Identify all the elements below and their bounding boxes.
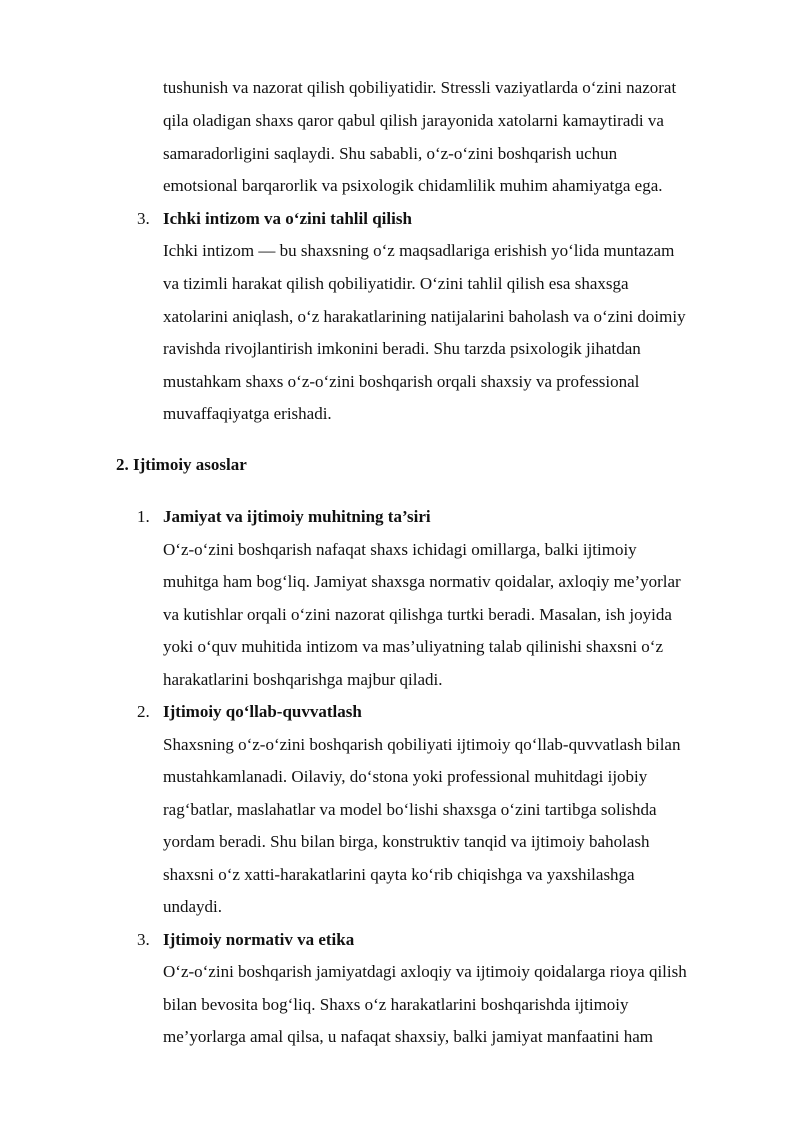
paragraph-line: samaradorligini saqlaydi. Shu sababli, o‘z-o‘zini boshqarish uchun	[163, 144, 618, 163]
paragraph-line: undaydi.	[163, 897, 223, 916]
list-item-title: Ijtimoiy qo‘llab-quvvatlash	[163, 702, 362, 721]
paragraph-line: qila oladigan shaxs qaror qabul qilish jarayonida xatolarni kamaytiradi va	[163, 111, 664, 130]
paragraph-line: O‘z-o‘zini boshqarish jamiyatdagi axloqiy va ijtimoiy qoidalarga rioya qilish	[163, 962, 687, 981]
paragraph-line: mustahkam shaxs o‘z-o‘zini boshqarish orqali shaxsiy va professional	[163, 372, 640, 391]
paragraph-line: me’yorlarga amal qilsa, u nafaqat shaxsiy, balki jamiyat manfaatini ham	[163, 1027, 654, 1046]
paragraph-line: xatolarini aniqlash, o‘z harakatlarining natijalarini baholash va o‘zini doimiy	[163, 307, 686, 326]
paragraph-line: O‘z-o‘zini boshqarish nafaqat shaxs ichidagi omillarga, balki ijtimoiy	[163, 540, 637, 559]
list-item-title: Ichki intizom va o‘zini tahlil qilish	[163, 209, 412, 228]
list-number: 1.	[137, 507, 150, 526]
paragraph-line: muvaffaqiyatga erishadi.	[163, 404, 332, 423]
paragraph-line: va kutishlar orqali o‘zini nazorat qilishga turtki beradi. Masalan, ish joyida	[163, 605, 672, 624]
paragraph-line: ravishda rivojlantirish imkonini beradi. Shu tarzda psixologik jihatdan	[163, 339, 641, 358]
paragraph-line: rag‘batlar, maslahatlar va model bo‘lishi shaxsga o‘zini tartibga solishda	[163, 800, 657, 819]
paragraph-line: emotsional barqarorlik va psixologik chidamlilik muhim ahamiyatga ega.	[163, 176, 663, 195]
list-item-title: Ijtimoiy normativ va etika	[163, 930, 355, 949]
paragraph-line: mustahkamlanadi. Oilaviy, do‘stona yoki professional muhitdagi ijobiy	[163, 767, 648, 786]
list-number: 3.	[137, 209, 150, 228]
list-number: 3.	[137, 930, 150, 949]
paragraph-line: shaxsni o‘z xatti-harakatlarini qayta ko‘rib chiqishga va yaxshilashga	[163, 865, 635, 884]
paragraph-line: yordam beradi. Shu bilan birga, konstruktiv tanqid va ijtimoiy baholash	[163, 832, 650, 851]
paragraph-line: muhitga ham bog‘liq. Jamiyat shaxsga normativ qoidalar, axloqiy me’yorlar	[163, 572, 681, 591]
list-number: 2.	[137, 702, 150, 721]
paragraph-line: bilan bevosita bog‘liq. Shaxs o‘z harakatlarini boshqarishda ijtimoiy	[163, 995, 629, 1014]
paragraph-line: harakatlarini boshqarishga majbur qiladi.	[163, 670, 443, 689]
paragraph-line: yoki o‘quv muhitida intizom va mas’uliyatning talab qilinishi shaxsni o‘z	[163, 637, 664, 656]
paragraph-line: va tizimli harakat qilish qobiliyatidir. O‘zini tahlil qilish esa shaxsga	[163, 274, 629, 293]
list-item-title: Jamiyat va ijtimoiy muhitning ta’siri	[163, 507, 431, 526]
section-heading: 2. Ijtimoiy asoslar	[116, 455, 247, 474]
paragraph-line: tushunish va nazorat qilish qobiliyatidir. Stressli vaziyatlarda o‘zini nazorat	[163, 78, 677, 97]
paragraph-line: Ichki intizom — bu shaxsning o‘z maqsadlariga erishish yo‘lida muntazam	[163, 241, 675, 260]
paragraph-line: Shaxsning o‘z-o‘zini boshqarish qobiliyati ijtimoiy qo‘llab-quvvatlash bilan	[163, 735, 681, 754]
